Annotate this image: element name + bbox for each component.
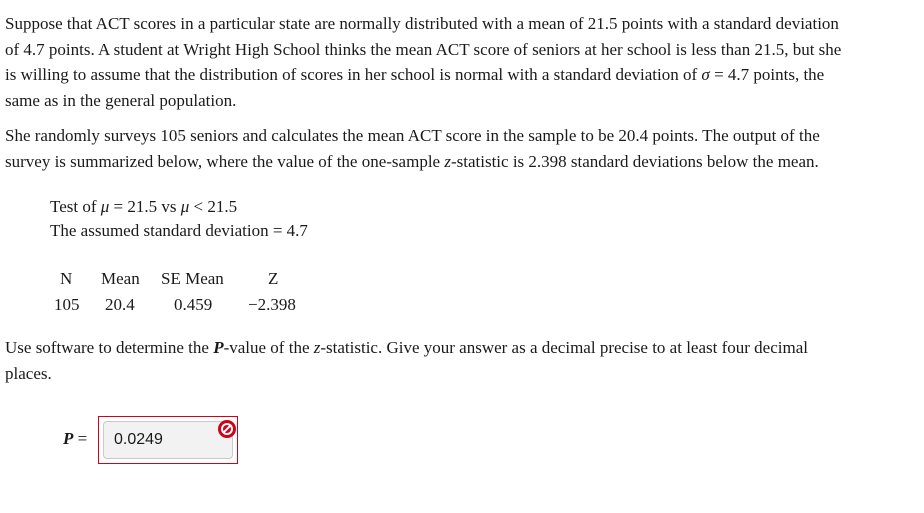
question-text: -statistic. Give your answer as a decimal precise to at least four decimal xyxy=(320,338,808,357)
question-paragraph-1 xyxy=(5,11,905,114)
z-symbol: z xyxy=(444,151,451,171)
hypothesis-test-line xyxy=(50,195,237,219)
p-value-input[interactable]: 0.0249 xyxy=(103,421,233,459)
question-text: of 4.7 points. A student at Wright High School thinks the mean ACT score of seniors at her school is less than 21.5, but she xyxy=(5,39,842,59)
question-paragraph-2 xyxy=(5,123,905,174)
table-header-se-mean: SE Mean xyxy=(161,269,224,288)
table-header-z: Z xyxy=(268,269,279,288)
table-header-mean: Mean xyxy=(101,269,140,288)
question-text: Suppose that ACT scores in a particular state are normally distributed with a mean of 21.5 points with a standard deviation xyxy=(5,14,839,33)
question-text: = 4.7 points, the xyxy=(709,65,825,85)
equals-sign: = xyxy=(73,429,88,448)
question-text: same as in the general population. xyxy=(5,91,237,111)
question-text: She randomly surveys 105 seniors and calculates the mean ACT score in the sample to be 20.4 points. The output of the xyxy=(5,126,820,145)
question-paragraph-3 xyxy=(5,335,905,386)
question-text: Use software to determine the xyxy=(5,338,214,357)
question-text: is willing to assume that the distribution of scores in her school is normal with a standard deviation of xyxy=(5,65,698,85)
test-prefix: Test of xyxy=(50,197,101,216)
table-value-mean: 20.4 xyxy=(105,295,135,314)
answer-label xyxy=(63,429,87,449)
test-mid: = 21.5 vs xyxy=(109,197,181,216)
question-text: survey is summarized below, where the value of the one-sample xyxy=(5,151,445,171)
answer-box xyxy=(98,416,238,464)
mu-symbol: μ xyxy=(100,197,110,216)
p-symbol: P xyxy=(213,338,224,357)
question-text: -value of the xyxy=(223,338,314,357)
table-value-z: −2.398 xyxy=(248,295,296,314)
mu-symbol: μ xyxy=(180,197,190,216)
table-header-n: N xyxy=(60,269,73,288)
table-value-se-mean: 0.459 xyxy=(174,295,213,314)
assumed-sd-line: The assumed standard deviation = 4.7 xyxy=(50,221,308,240)
incorrect-icon xyxy=(218,420,236,438)
sigma-symbol: σ xyxy=(701,65,710,85)
p-symbol: P xyxy=(63,429,74,448)
z-symbol: z xyxy=(313,338,321,357)
question-text: places. xyxy=(5,363,52,383)
table-value-n: 105 xyxy=(54,295,80,314)
question-text: -statistic is 2.398 standard deviations below the mean. xyxy=(450,151,819,171)
test-suffix: < 21.5 xyxy=(189,197,238,216)
